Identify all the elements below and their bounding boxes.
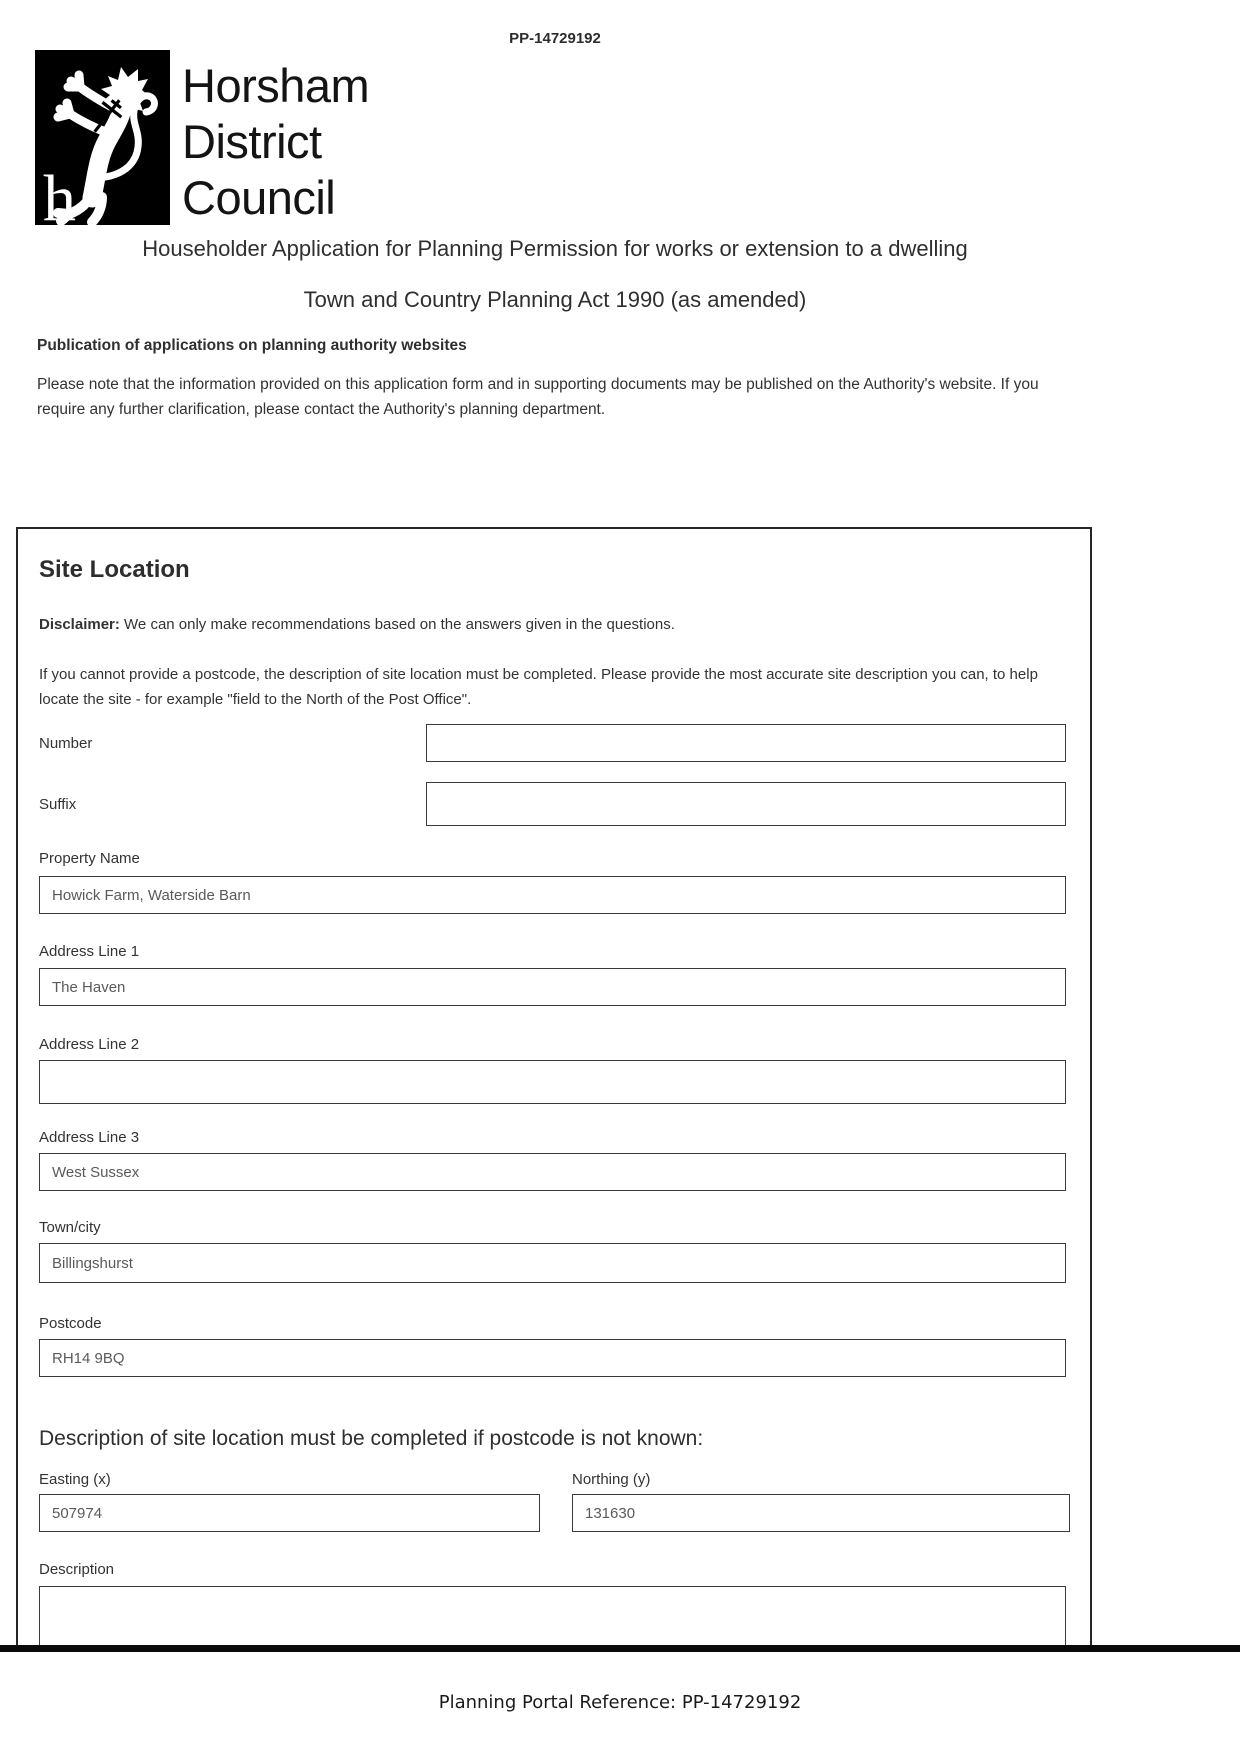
postcode-input[interactable] <box>39 1339 1066 1377</box>
address-line-2-input[interactable] <box>39 1060 1066 1104</box>
property-name-label: Property Name <box>39 850 140 867</box>
planning-portal-reference: Planning Portal Reference: PP-14729192 <box>438 1692 802 1713</box>
property-name-input[interactable] <box>39 876 1066 914</box>
postcode-label: Postcode <box>39 1315 102 1332</box>
town-city-input[interactable] <box>39 1243 1066 1283</box>
suffix-label: Suffix <box>39 795 77 813</box>
northing-field <box>572 1471 1070 1532</box>
address-line-1-label: Address Line 1 <box>39 943 140 960</box>
description-textarea[interactable] <box>39 1586 1066 1651</box>
number-input[interactable] <box>426 724 1066 762</box>
easting-input[interactable] <box>39 1494 540 1532</box>
council-logo <box>35 50 369 226</box>
publication-note-body: Please note that the information provided on this application form and in supporting documents may be published on the Authority's website. If you require any further clarification, please contact the Authority's planning department. <box>37 376 1039 418</box>
site-location-instructions: If you cannot provide a postcode, the description of site location must be completed. Please provide the most accurate site description you can, to help locate the site - for example "field to the North of the Post Office". <box>39 666 1038 708</box>
site-location-disclaimer <box>39 615 1066 634</box>
description-requirement-heading: Description of site location must be completed if postcode is not known: <box>39 1427 704 1450</box>
suffix-field-row <box>39 782 1066 826</box>
council-name-line: District <box>182 115 322 168</box>
application-reference: PP-14729192 <box>509 30 601 47</box>
northing-input[interactable] <box>572 1494 1070 1532</box>
lion-rampant-icon <box>35 50 170 225</box>
suffix-input[interactable] <box>426 782 1066 826</box>
easting-label: Easting (x) <box>39 1471 111 1488</box>
site-location-title: Site Location <box>39 556 190 583</box>
council-name-line: Council <box>182 171 336 224</box>
form-subtitle: Town and Country Planning Act 1990 (as amended) <box>303 287 807 312</box>
coordinates-row <box>39 1471 1066 1532</box>
disclaimer-label: Disclaimer: <box>39 616 120 633</box>
form-title: Householder Application for Planning Permission for works or extension to a dwelling <box>142 236 968 261</box>
site-location-section <box>16 527 1092 1651</box>
svg-text:h: h <box>43 162 76 225</box>
number-field-row <box>39 724 1066 762</box>
description-label: Description <box>39 1561 115 1578</box>
council-name <box>182 50 369 226</box>
town-city-label: Town/city <box>39 1219 101 1236</box>
address-line-1-input[interactable] <box>39 968 1066 1006</box>
easting-field <box>39 1471 540 1532</box>
publication-note-heading: Publication of applications on planning authority websites <box>37 337 467 354</box>
page-break-divider <box>0 1645 1240 1652</box>
council-name-line: Horsham <box>182 59 370 112</box>
northing-label: Northing (y) <box>572 1471 651 1488</box>
address-line-3-label: Address Line 3 <box>39 1129 140 1146</box>
address-line-2-label: Address Line 2 <box>39 1036 140 1053</box>
number-label: Number <box>39 734 93 752</box>
address-line-3-input[interactable] <box>39 1153 1066 1191</box>
disclaimer-text: We can only make recommendations based on the answers given in the questions. <box>119 616 675 633</box>
